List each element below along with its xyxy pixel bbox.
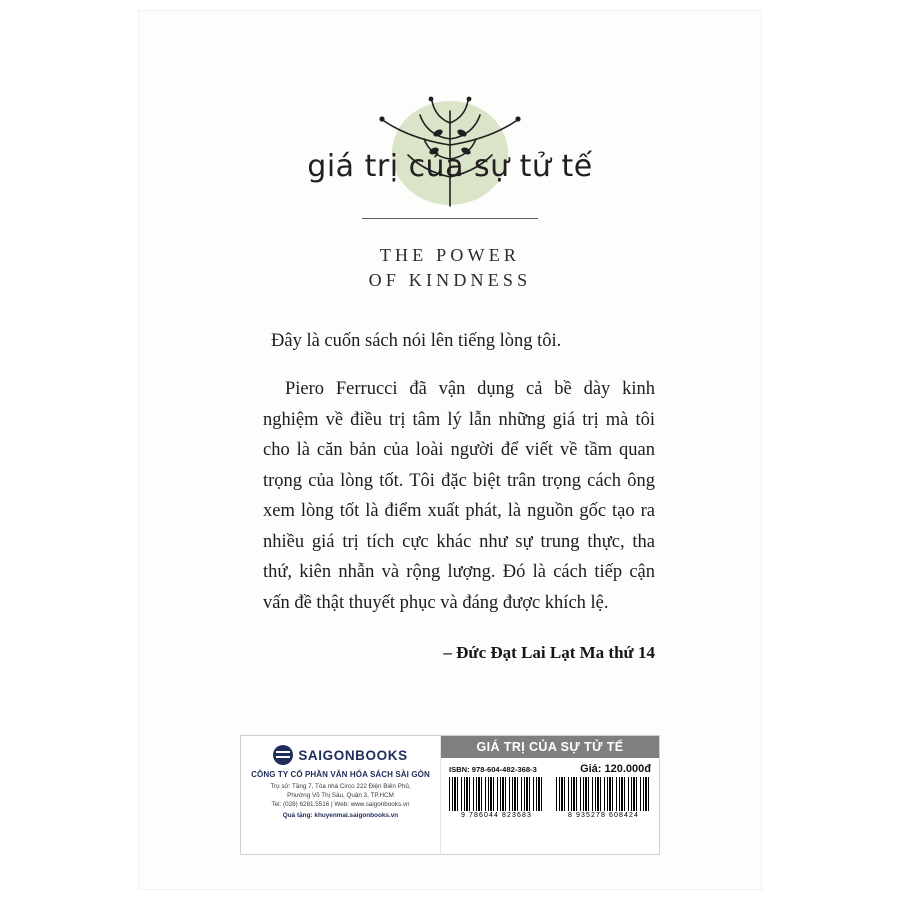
publisher-company-name: CÔNG TY CỔ PHẦN VĂN HÓA SÁCH SÀI GÒN [251, 770, 430, 779]
barcode-right-digits: 8 935278 608424 [568, 812, 639, 819]
barcode-right-bars [556, 777, 651, 811]
book-title-vietnamese: giá trị của sự tử tế [307, 149, 593, 184]
isbn-text: ISBN: 978-604-482-368-3 [449, 764, 537, 774]
book-back-cover [139, 11, 761, 889]
book-title-english-line1: THE POWER [379, 245, 521, 265]
barcode-block [441, 736, 659, 854]
barcode-left-bars [449, 777, 544, 811]
blurb-paragraph: Piero Ferrucci đã vận dụng cả bề dày kinh nghiệm về điều trị tâm lý lẫn những giá trị mà tôi cho là căn bản của loài người để viết về tầm quan trọng của lòng tốt. Tôi đặc biệt trân trọng cách ông xem lòng tốt là điểm xuất phát, là nguồn gốc tạo ra nhiều giá trị tích cực khác như sự trung thực, tha thứ, kiên nhẫn và rộng lượng. Đó là cách tiếp cận vấn đề thật thuyết phục và đáng được khích lệ. [263, 379, 655, 613]
publisher-block [241, 736, 441, 854]
price-text: Giá: 120.000đ [580, 763, 651, 775]
publisher-logo-text: SAIGONBOOKS [298, 747, 408, 763]
publisher-gift-url: Quà tặng: khuyenmai.saigonbooks.vn [282, 812, 399, 819]
title-block [139, 81, 761, 293]
book-title-english [139, 243, 761, 293]
blurb-attribution: – Đức Đạt Lai Lạt Ma thứ 14 [443, 643, 655, 662]
publisher-address-line2: Phường Võ Thị Sáu, Quận 3, TP.HCM [287, 792, 394, 799]
publisher-contact: Tel: (028) 6281.5516 | Web: www.saigonbooks.vn [271, 801, 410, 808]
title-divider [362, 218, 538, 219]
book-title-english-line2: OF KINDNESS [368, 270, 532, 290]
barcodes-row [441, 777, 659, 819]
saigonbooks-mark-icon [273, 745, 293, 765]
plant-emblem-icon [330, 81, 570, 211]
publisher-address-line1: Trụ sở: Tầng 7, Tòa nhà Circo 222 Điện Biên Phủ, [270, 783, 411, 790]
barcode-left-digits: 9 786044 823683 [461, 812, 532, 819]
blurb-section [263, 326, 655, 663]
emblem-area [139, 81, 761, 211]
blurb-lede: Đây là cuốn sách nói lên tiếng lòng tôi. [271, 331, 562, 351]
cover-footer [240, 735, 660, 855]
footer-band-title: GIÁ TRỊ CỦA SỰ TỬ TẾ [441, 736, 659, 758]
isbn-price-row [441, 758, 659, 777]
publisher-logo [247, 745, 434, 765]
barcode-left [449, 777, 544, 819]
barcode-right [556, 777, 651, 819]
